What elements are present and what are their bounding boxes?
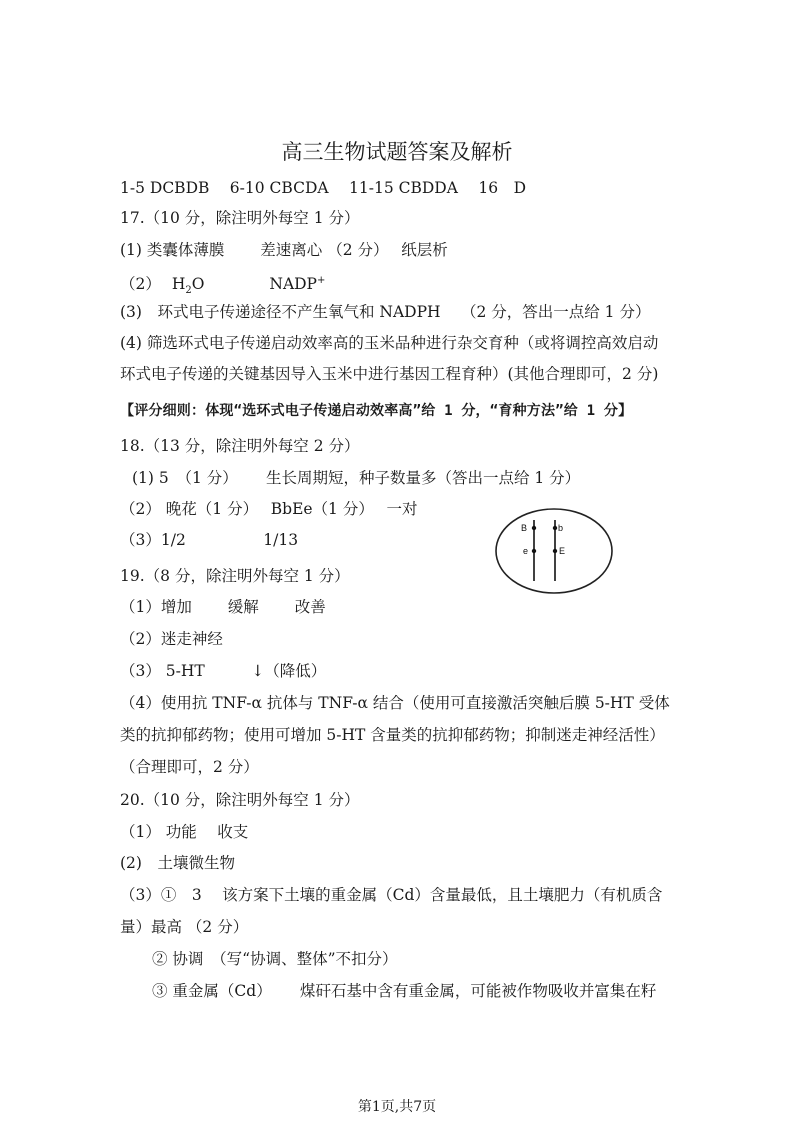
q17-answer-2-num: （2） xyxy=(120,275,161,294)
q20-answer-3-item-3: ③ 重金属（Cd） 煤矸石基中含有重金属，可能被作物吸收并富集在籽 xyxy=(152,982,657,1000)
q20-answer-3-line-2: 量）最高 （2 分） xyxy=(120,918,249,936)
q19-header: 19.（8 分，除注明外每空 1 分） xyxy=(120,567,350,585)
locus-b xyxy=(553,526,557,530)
page-title: 高三生物试题答案及解析 xyxy=(281,140,513,164)
q20-answer-3-line-1: （3）① 3 该方案下土壤的重金属（Cd）含量最低，且土壤肥力（有机质含 xyxy=(120,886,663,904)
label-E: E xyxy=(559,546,566,556)
q19-answer-3: （3） 5-HT ↓（降低） xyxy=(120,662,327,680)
q17-answer-4-line-2: 环式电子传递的关键基因导入玉米中进行基因工程育种）(其他合理即可，2 分) xyxy=(120,365,659,383)
q18-answer-2: （2） 晚花（1 分） BbEe（1 分） 一对 xyxy=(120,500,418,518)
q18-answer-3: （3）1/2 1/13 xyxy=(120,531,299,549)
q19-answer-4-line-3: （合理即可，2 分） xyxy=(120,758,259,776)
q20-header: 20.（10 分，除注明外每空 1 分） xyxy=(120,791,360,809)
page-footer: 第1页,共7页 xyxy=(357,1099,437,1115)
nadp-formula: NADP+ xyxy=(269,275,326,294)
choice-answers: 1-5 DCBDB 6-10 CBCDA 11-15 CBDDA 16 D xyxy=(120,179,526,197)
q19-answer-1: （1）增加 缓解 改善 xyxy=(120,598,326,616)
q18-header: 18.（13 分，除注明外每空 2 分） xyxy=(120,437,360,455)
q17-answer-4-line-1: (4) 筛选环式电子传递启动效率高的玉米品种进行杂交育种（或将调控高效启动 xyxy=(120,334,659,352)
q17-header: 17.（10 分，除注明外每空 1 分） xyxy=(120,209,360,227)
chromosome-diagram xyxy=(494,507,614,595)
q20-answer-3-item-2: ② 协调 （写“协调、整体”不扣分） xyxy=(152,950,398,968)
q19-answer-2: （2）迷走神经 xyxy=(120,630,223,648)
locus-B xyxy=(532,526,536,530)
q17-answer-1: (1) 类囊体薄膜 差速离心 （2 分） 纸层析 xyxy=(120,241,448,259)
q18-answer-1: (1) 5 （1 分） 生长周期短，种子数量多（答出一点给 1 分） xyxy=(132,469,581,487)
label-B: B xyxy=(521,523,528,533)
water-formula: $H_2O$ xyxy=(171,275,205,297)
q17-answer-3: (3) 环式电子传递途径不产生氧气和 NADPH （2 分，答出一点给 1 分） xyxy=(120,303,651,321)
q19-answer-4-line-1: （4）使用抗 TNF-α 抗体与 TNF-α 结合（使用可直接激活突触后膜 5-HT 受体 xyxy=(120,694,670,712)
label-e: e xyxy=(523,546,529,556)
q20-answer-2: (2) 土壤微生物 xyxy=(120,854,235,872)
locus-E xyxy=(553,549,557,553)
locus-e xyxy=(532,549,536,553)
grading-note: 【评分细则：体现“选环式电子传递启动效率高”给 1 分，“育种方法”给 1 分】 xyxy=(120,403,633,419)
q19-answer-4-line-2: 类的抗抑郁药物；使用可增加 5-HT 含量类的抗抑郁药物；抑制迷走神经活性） xyxy=(120,726,665,744)
q20-answer-1: （1） 功能 收支 xyxy=(120,823,249,841)
label-b: b xyxy=(558,523,564,533)
q17-answer-2 xyxy=(120,271,325,301)
